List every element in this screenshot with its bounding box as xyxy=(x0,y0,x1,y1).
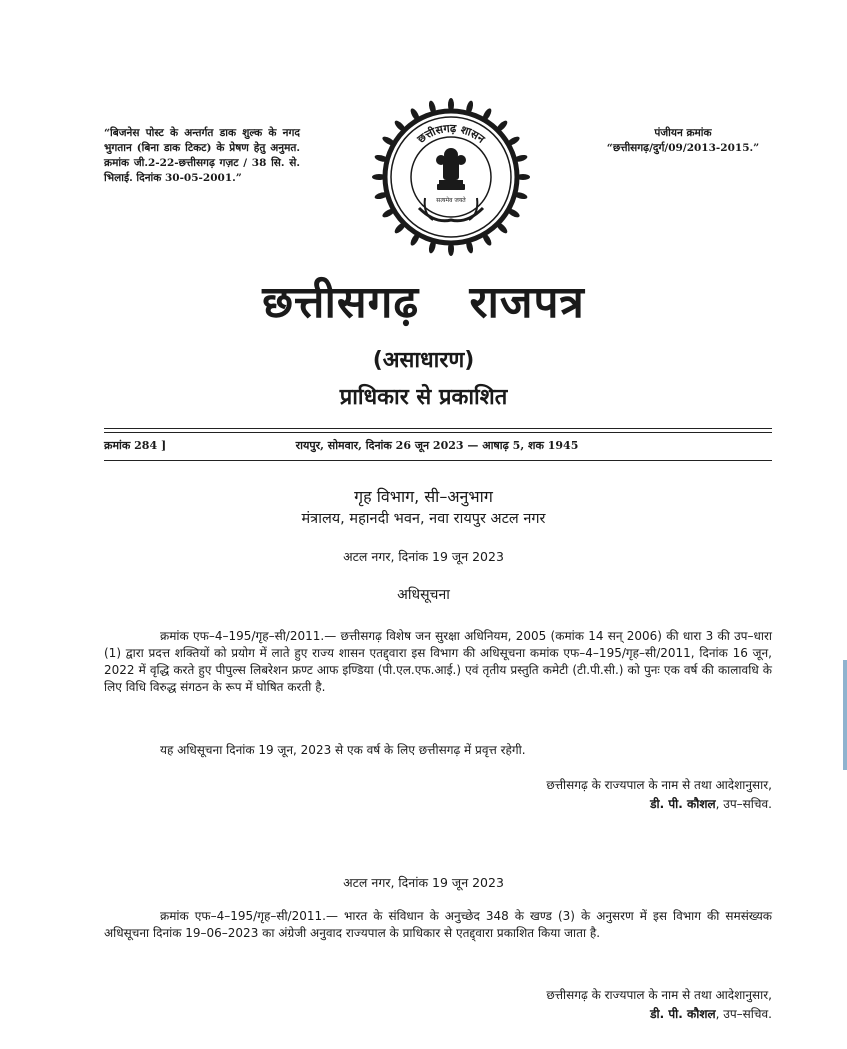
header-rule-top xyxy=(104,428,772,429)
department-heading: गृह विभाग, सी–अनुभाग xyxy=(354,487,493,506)
signatory-name: डी. पी. कौशल xyxy=(650,797,716,811)
signatory-name-2: डी. पी. कौशल xyxy=(650,1007,716,1021)
department-address: मंत्रालय, महानदी भवन, नवा रायपुर अटल नगर xyxy=(301,511,546,527)
viewer-edge-tab xyxy=(843,660,847,770)
signatory-designation-2: , उप–सचिव. xyxy=(715,1007,772,1021)
header-rule-top-thin xyxy=(104,432,772,433)
effect-paragraph: यह अधिसूचना दिनांक 19 जून, 2023 से एक वर्ष के लिए छत्तीसगढ़ में प्रवृत्त रहेगी. xyxy=(160,743,526,757)
signature-block xyxy=(546,776,772,814)
signature-block-2 xyxy=(546,986,772,1024)
signature-order-line: छत्तीसगढ़ के राज्यपाल के नाम से तथा आदेशानुसार, xyxy=(546,778,772,792)
postal-permit-note: “बिजनेस पोस्ट के अन्तर्गत डाक शुल्क के नगद भुगतान (बिना डाक टिकट) के प्रेषण हेतु अनुमत. क्रमांक जी.2-22-छत्तीसगढ़ गज़ट / 38 सि. से. भिलाई. दिनांक 30-05-2001.” xyxy=(104,127,300,184)
header-rule-bottom xyxy=(104,460,772,461)
translation-date: अटल नगर, दिनांक 19 जून 2023 xyxy=(343,875,504,890)
registration-number: “छत्तीसगढ़/दुर्ग/09/2013-2015.” xyxy=(606,142,760,154)
published-by-authority: प्राधिकार से प्रकाशित xyxy=(339,385,508,410)
issue-number: क्रमांक 284 ] xyxy=(104,439,167,452)
gazette-title: छत्तीसगढ़ राजपत्र xyxy=(262,277,585,328)
svg-text:छत्तीसगढ़ शासन: छत्तीसगढ़ शासन xyxy=(414,121,488,146)
notification-date: अटल नगर, दिनांक 19 जून 2023 xyxy=(343,549,504,564)
registration-label: पंजीयन क्रमांक xyxy=(654,127,712,139)
state-emblem-seal-icon xyxy=(363,98,539,256)
signature-order-line-2: छत्तीसगढ़ के राज्यपाल के नाम से तथा आदेशानुसार, xyxy=(546,988,772,1002)
notification-paragraph: क्रमांक एफ–4–195/गृह–सी/2011.— छत्तीसगढ़ विशेष जन सुरक्षा अधिनियम, 2005 (कमांक 14 सन् 2006) की धारा 3 की उप–धारा (1) द्वारा प्रदत्त शक्तियों को प्रयोग में लाते हुए राज्य शासन एतद्द्वारा इस विभाग की अधिसूचना कमांक एफ–4–195/गृह–सी/2011, दिनांक 16 जून, 2022 में वृद्धि करते हुए पीपुल्स लिबरेशन फ्रण्ट आफ इण्डिया (पी.एल.एफ.आई.) एवं तृतीय प्रस्तुति कमेटी (टी.पी.सी.) को पुनः एक वर्ष की कालावधि के लिए विधि विरुद्ध संगठन के रूप में घोषित करती है. xyxy=(104,629,772,694)
issue-date: रायपुर, सोमवार, दिनांक 26 जून 2023 — आषाढ़ 5, शक 1945 xyxy=(295,439,579,452)
signatory-designation: , उप–सचिव. xyxy=(715,797,772,811)
signatory-2 xyxy=(546,1005,772,1024)
notification-heading: अधिसूचना xyxy=(397,587,450,603)
registration-block xyxy=(578,126,788,156)
signatory xyxy=(546,795,772,814)
extraordinary-label: (असाधारण) xyxy=(372,348,475,373)
svg-text:सत्यमेव जयते: सत्यमेव जयते xyxy=(436,197,466,204)
translation-paragraph: क्रमांक एफ–4–195/गृह–सी/2011.— भारत के संविधान के अनुच्छेद 348 के खण्ड (3) के अनुसरण में इस विभाग की समसंख्यक अधिसूचना दिनांक 19–06–2023 का अंग्रेजी अनुवाद राज्यपाल के प्राधिकार से एतद्द्वारा प्रकाशित किया जाता है. xyxy=(104,909,772,940)
